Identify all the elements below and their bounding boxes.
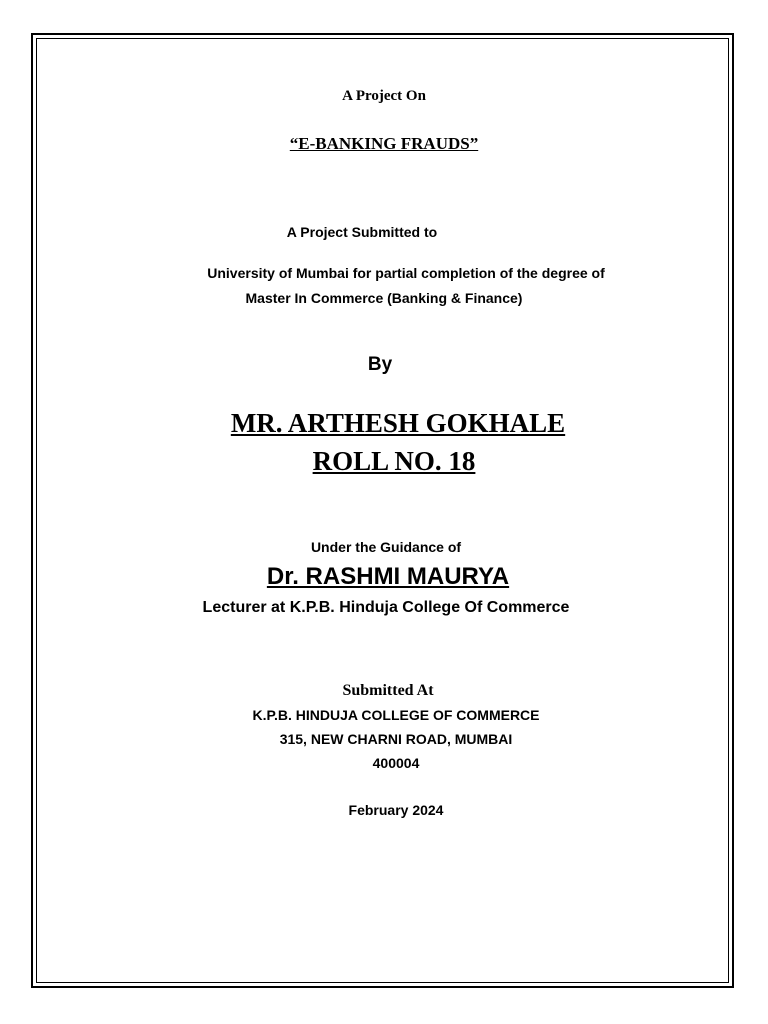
university-line: University of Mumbai for partial completion of the degree of (207, 265, 605, 281)
degree-line: Master In Commerce (Banking & Finance) (245, 290, 523, 306)
roll-number: ROLL NO. 18 (312, 446, 476, 476)
by-label: By (367, 354, 393, 375)
guide-name: Dr. RASHMI MAURYA (266, 563, 510, 590)
project-on-label: A Project On (342, 88, 426, 104)
page-border-inner (36, 38, 729, 983)
project-title: “E-BANKING FRAUDS” (289, 134, 479, 153)
college-name: K.P.B. HINDUJA COLLEGE OF COMMERCE (252, 707, 540, 723)
college-address: 315, NEW CHARNI ROAD, MUMBAI (279, 731, 513, 747)
student-name: MR. ARTHESH GOKHALE (230, 408, 566, 438)
submission-date: February 2024 (348, 802, 444, 818)
guide-title: Lecturer at K.P.B. Hinduja College Of Commerce (202, 599, 570, 616)
submitted-to-heading: A Project Submitted to (286, 224, 438, 240)
college-pincode: 400004 (372, 755, 420, 771)
submitted-at-heading: Submitted At (342, 682, 434, 699)
guidance-heading: Under the Guidance of (310, 539, 462, 555)
